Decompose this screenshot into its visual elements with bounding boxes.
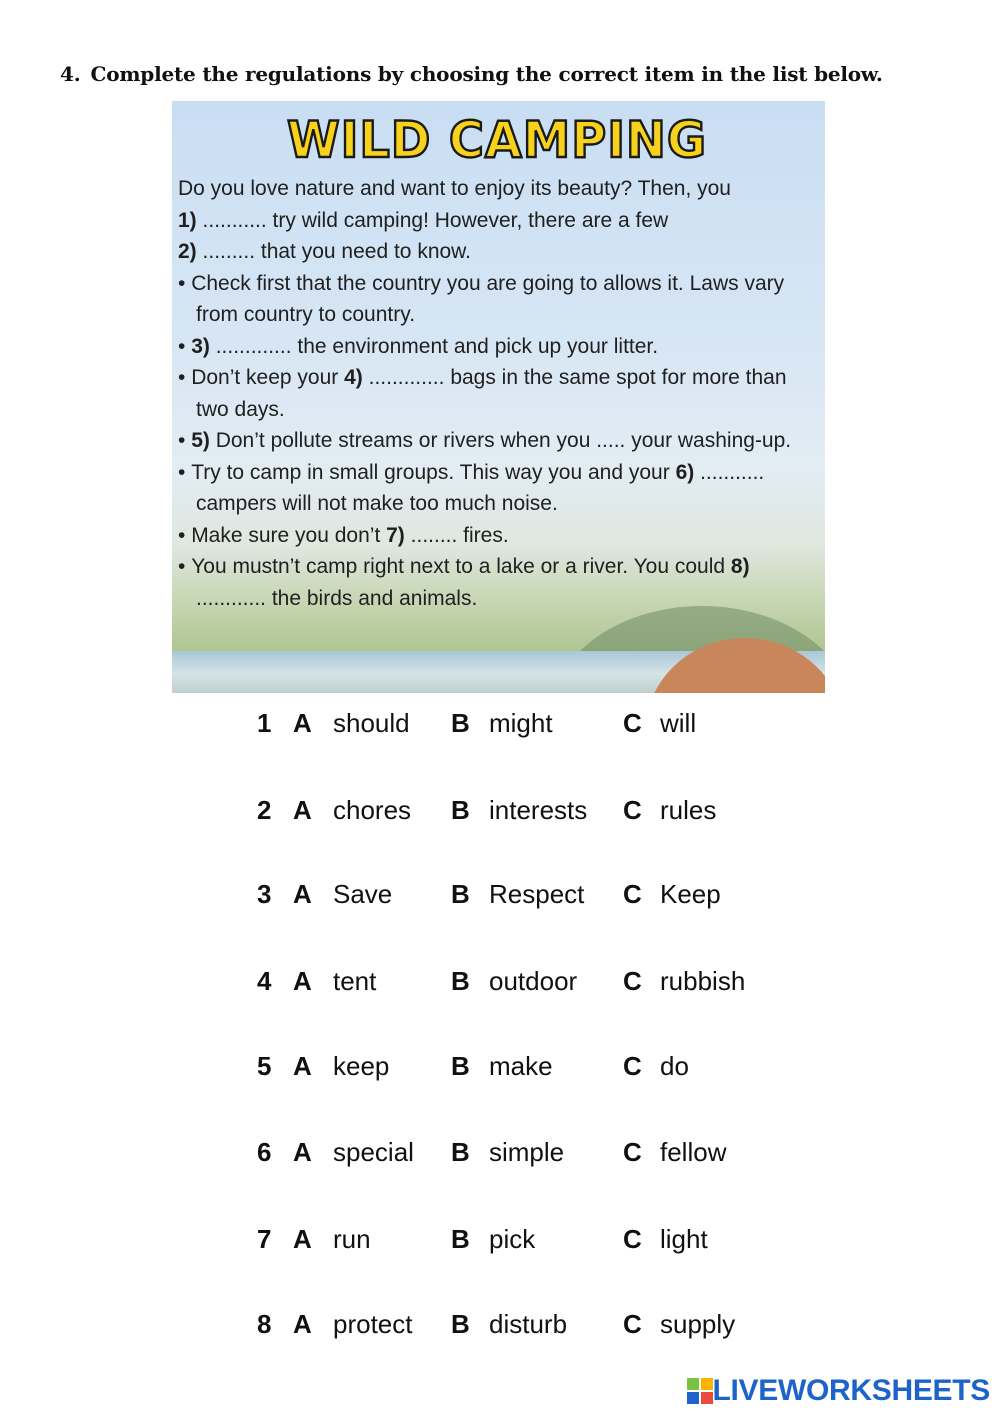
option-5b[interactable]: make	[489, 1051, 553, 1081]
rule-item-gap-6: • Try to camp in small groups. This way you and your 6) ........... campers will not make too much noise.	[178, 460, 765, 515]
exercise-number: 4.	[60, 62, 81, 86]
option-3b[interactable]: Respect	[489, 879, 585, 909]
option-8b[interactable]: disturb	[489, 1309, 568, 1339]
option-letter-c: C	[623, 1051, 642, 1081]
option-letter-b: B	[451, 1224, 470, 1254]
option-letter-c: C	[623, 879, 642, 909]
question-number: 5	[257, 1051, 272, 1081]
question-number: 6	[257, 1137, 272, 1167]
option-letter-c: C	[623, 1309, 642, 1339]
liveworksheets-logo-icon	[687, 1378, 713, 1404]
question-number: 1	[257, 708, 272, 738]
option-3a[interactable]: Save	[333, 879, 393, 909]
option-3c[interactable]: Keep	[660, 879, 721, 909]
option-letter-b: B	[451, 708, 470, 738]
option-5a[interactable]: keep	[333, 1051, 390, 1081]
question-number: 7	[257, 1224, 272, 1254]
option-6b[interactable]: simple	[489, 1137, 565, 1167]
rule-item-gap-7: • Make sure you don’t 7) ........ fires.	[178, 523, 509, 547]
option-2b[interactable]: interests	[489, 795, 588, 825]
option-letter-b: B	[451, 1051, 470, 1081]
option-7a[interactable]: run	[333, 1224, 371, 1254]
option-letter-a: A	[293, 1051, 312, 1081]
title-text: WILD CAMPING	[287, 111, 707, 165]
option-8a[interactable]: protect	[333, 1309, 413, 1339]
passage-line: Do you love nature and want to enjoy its beauty? Then, you	[178, 177, 731, 200]
rule-item-gap-5: • 5) Don’t pollute streams or rivers when you ..... your washing-up.	[178, 429, 792, 452]
exercise-instruction	[60, 62, 883, 86]
option-7b[interactable]: pick	[489, 1224, 536, 1254]
option-1a[interactable]: should	[333, 708, 410, 738]
option-letter-c: C	[623, 708, 642, 738]
option-letter-b: B	[451, 966, 470, 996]
option-5c[interactable]: do	[660, 1051, 689, 1081]
option-letter-c: C	[623, 966, 642, 996]
option-1c[interactable]: will	[660, 708, 697, 738]
instruction-text: Complete the regulations by choosing the correct item in the list below.	[90, 62, 883, 86]
wild-camping-card	[172, 101, 825, 693]
option-7c[interactable]: light	[660, 1224, 708, 1254]
option-letter-c: C	[623, 1224, 642, 1254]
option-8c[interactable]: supply	[660, 1309, 736, 1339]
question-number: 4	[257, 966, 272, 996]
option-2c[interactable]: rules	[660, 795, 717, 825]
brand-name: LIVEWORKSHEETS	[712, 1374, 990, 1407]
gap-2-line: 2) ......... that you need to know.	[178, 240, 472, 263]
option-letter-a: A	[293, 1309, 312, 1339]
regulations-passage	[178, 173, 818, 614]
gap-1-line: 1) ........... try wild camping! However, there are a few	[178, 208, 669, 232]
option-1b[interactable]: might	[489, 708, 553, 738]
option-4b[interactable]: outdoor	[489, 966, 578, 996]
question-number: 2	[257, 795, 272, 825]
option-2a[interactable]: chores	[333, 795, 412, 825]
option-6c[interactable]: fellow	[660, 1137, 727, 1167]
question-number: 8	[257, 1309, 272, 1339]
wild-camping-title	[282, 107, 712, 165]
rule-item-gap-8: • You mustn’t camp right next to a lake or a river. You could 8) ............ the birds and animals.	[178, 555, 750, 610]
rule-item-gap-4: • Don’t keep your 4) ............. bags in the same spot for more than two days.	[178, 366, 787, 421]
option-letter-a: A	[293, 708, 312, 738]
option-letter-b: B	[451, 1309, 470, 1339]
option-letter-a: A	[293, 1137, 312, 1167]
option-letter-c: C	[623, 795, 642, 825]
option-letter-b: B	[451, 1137, 470, 1167]
option-letter-a: A	[293, 795, 312, 825]
question-number: 3	[257, 879, 272, 909]
option-letter-a: A	[293, 879, 312, 909]
rule-item: • Check first that the country you are going to allows it. Laws vary from country to country.	[178, 271, 785, 326]
option-letter-b: B	[451, 879, 470, 909]
option-4a[interactable]: tent	[333, 966, 377, 996]
liveworksheets-brand	[687, 1374, 991, 1408]
option-6a[interactable]: special	[333, 1137, 414, 1167]
option-letter-a: A	[293, 966, 312, 996]
option-letter-b: B	[451, 795, 470, 825]
option-letter-c: C	[623, 1137, 642, 1167]
rule-item-gap-3: • 3) ............. the environment and pick up your litter.	[178, 334, 659, 358]
option-letter-a: A	[293, 1224, 312, 1254]
option-4c[interactable]: rubbish	[660, 966, 746, 996]
